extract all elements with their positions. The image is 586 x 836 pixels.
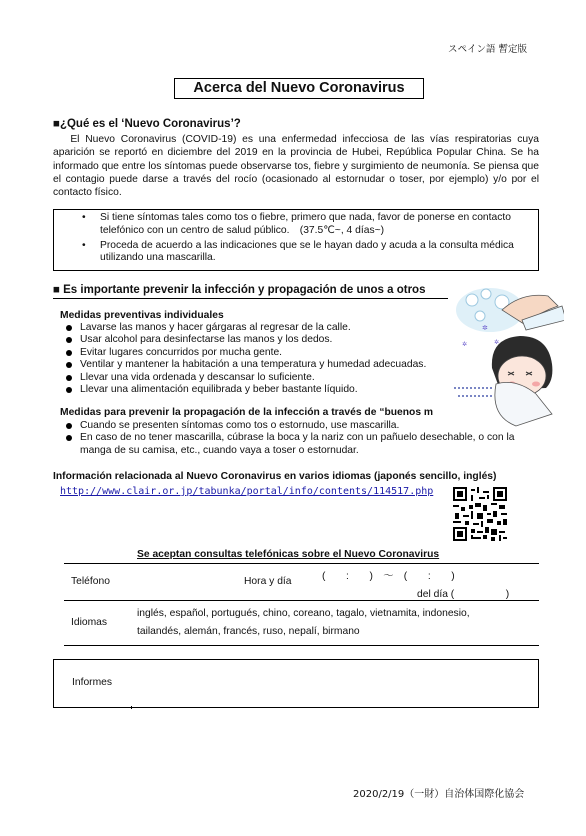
- intro-paragraph: [53, 133, 539, 199]
- informes-divider: [131, 706, 132, 709]
- hours-label: Hora y día: [244, 576, 292, 587]
- individual-measures-list: [62, 322, 442, 396]
- svg-text:✲: ✲: [494, 340, 500, 346]
- table-line-bottom: [64, 645, 539, 646]
- informes-label: Informes: [72, 677, 113, 688]
- heading-underline: [53, 298, 448, 299]
- illustration-hygiene: [452, 280, 564, 428]
- list-item: Usar alcohol para desinfectarse las manos y los dedos.: [62, 334, 442, 346]
- list-item: Lavarse las manos y hacer gárgaras al regresar de la calle.: [62, 322, 442, 334]
- list-item: Ventilar y mantener la habitación a una temperatura y humedad adecuadas.: [62, 359, 442, 371]
- notice-list: [54, 212, 538, 265]
- list-item: En caso de no tener mascarilla, cúbrase la boca y la nariz con un pañuelo desechable, o con la manga de su camisa, etc., cuando vaya a toser o estornudar.: [62, 432, 542, 457]
- edition-label: スペイン語 暫定版: [448, 44, 528, 55]
- multilingual-info-heading: Información relacionada al Nuevo Coronavirus en varios idiomas (japonés sencillo, inglés): [53, 471, 497, 482]
- list-item: Llevar una vida ordenada y descansar lo suficiente.: [62, 372, 442, 384]
- footer-date-publisher: 2020/2/19（一財）自治体国際化協会: [353, 789, 525, 800]
- manners-measures-heading: Medidas para prevenir la propagación de la infección a través de “buenos m: [60, 407, 434, 418]
- table-line-middle: [64, 600, 539, 601]
- coughing-person-illustration: [454, 324, 552, 426]
- list-item: Cuando se presenten síntomas como tos o estornudo, use mascarilla.: [62, 420, 542, 432]
- informes-box: [53, 659, 539, 708]
- phone-label: Teléfono: [71, 576, 110, 587]
- consult-table-heading: Se aceptan consultas telefónicas sobre el Nuevo Coronavirus: [137, 549, 440, 560]
- hours-day: del día ( ): [417, 589, 510, 600]
- languages-list-line2: tailandés, alemán, francés, ruso, nepalí, birmano: [137, 626, 360, 637]
- languages-list-line1: inglés, español, portugués, chino, coreano, tagalo, vietnamita, indonesio,: [137, 608, 470, 619]
- manners-measures-list: [62, 420, 542, 457]
- qr-code: [453, 487, 507, 541]
- handwashing-illustration: [456, 288, 564, 332]
- intro-text: El Nuevo Coronavirus (COVID-19) es una enfermedad infecciosa de las vías respiratorias cuya aparición se reportó en diciembre del 2019 en la provincia de Hubei, República Popular China. Se ha informado que entre los síntomas puede observarse tos, fiebre y surgimiento de neumonía. Se piensa que el contagio puede darse a través del rocío (ocasionado al estornudar o toser, por ejemplo) y/o por el contacto físico.: [53, 134, 539, 199]
- list-item: Llevar una alimentación equilibrada y beber bastante líquido.: [62, 384, 442, 396]
- notice-item: • Si tiene síntomas tales como tos o fiebre, primero que nada, favor de ponerse en contacto telefónico con un centro de salud público. (37.5℃~, 4 días~): [100, 212, 538, 238]
- svg-text:✲: ✲: [462, 342, 468, 348]
- section-heading-what-is: ■¿Qué es el ‘Nuevo Coronavirus’?: [53, 118, 241, 130]
- table-line-top: [64, 563, 539, 564]
- languages-label: Idiomas: [71, 617, 108, 628]
- multilingual-info-link[interactable]: http://www.clair.or.jp/tabunka/portal/info/contents/114517.php: [60, 486, 434, 497]
- svg-text:✲: ✲: [482, 325, 488, 332]
- section-heading-prevention: ■ Es importante prevenir la infección y propagación de unos a otros: [53, 284, 426, 296]
- hours-time-range: ( : ) ～ ( : ): [322, 571, 455, 582]
- notice-box: [53, 209, 539, 271]
- list-item: Evitar lugares concurridos por mucha gente.: [62, 347, 442, 359]
- individual-measures-heading: Medidas preventivas individuales: [60, 310, 224, 321]
- page-title: Acerca del Nuevo Coronavirus: [174, 78, 424, 99]
- notice-item: • Proceda de acuerdo a las indicaciones que se le hayan dado y acuda a la consulta médica utilizando una mascarilla.: [100, 240, 538, 266]
